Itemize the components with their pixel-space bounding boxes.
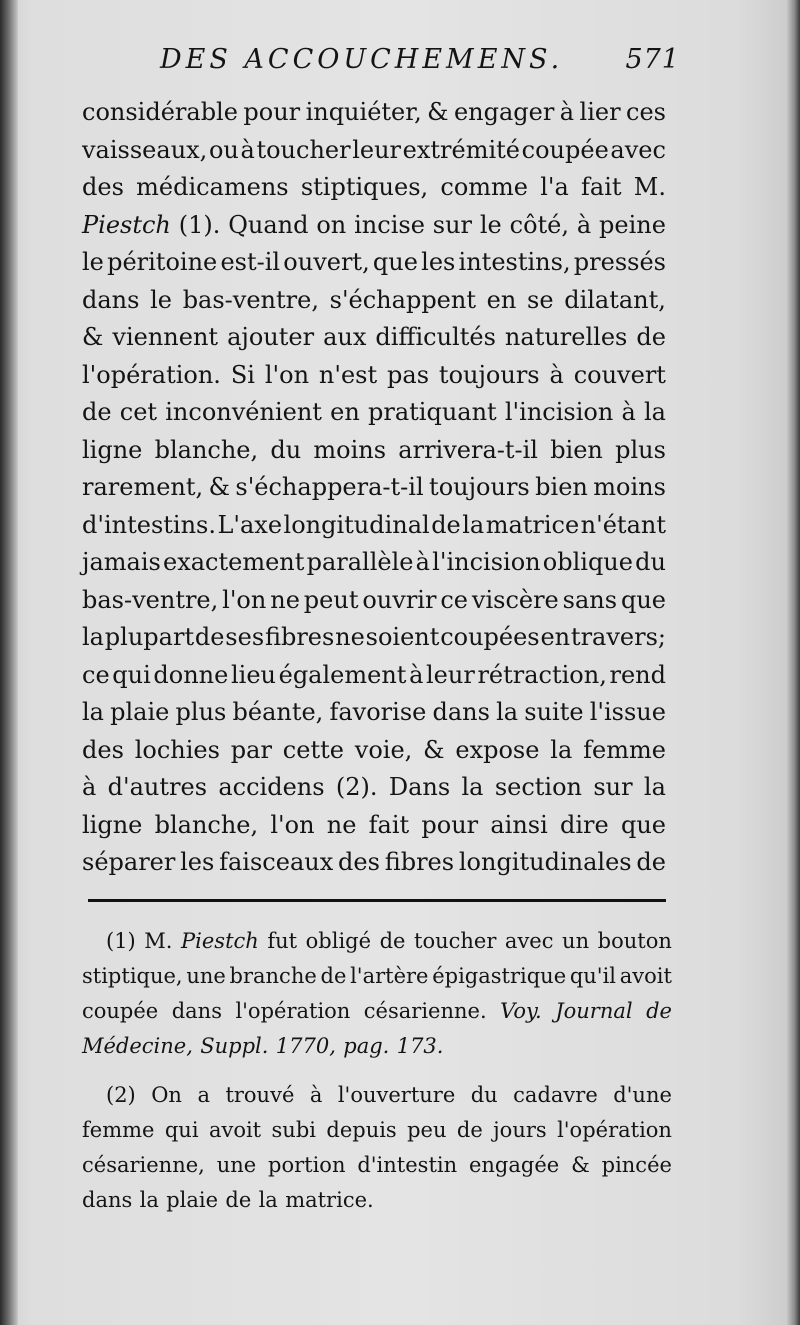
body-line: jamais exactement parallèle à l'incision oblique du: [82, 548, 666, 576]
body-line: Piestch (1). Quand on incise sur le côté, à peine: [82, 210, 666, 239]
body-line: des médicamens stiptiques, comme l'a fait M.: [82, 173, 666, 201]
footnote-1-line: stiptique, une branche de l'artère épigastrique qu'il avoit: [82, 964, 672, 988]
page-number: 571: [625, 44, 680, 75]
body-line: à d'autres accidens (2). Dans la section sur la: [82, 773, 666, 801]
body-line: la plaie plus béante, favorise dans la suite l'issue: [82, 698, 666, 726]
body-text: [82, 94, 666, 882]
body-line: ce qui donne lieu également à leur rétraction, rend: [82, 660, 666, 689]
body-line: ligne blanche, l'on ne fait pour ainsi dire que: [82, 810, 666, 839]
body-line: de cet inconvénient en pratiquant l'incision à la: [82, 398, 666, 426]
body-line: ligne blanche, du moins arrivera-t-il bien plus: [82, 435, 666, 464]
footnote-1-line: Médecine, Suppl. 1770, pag. 173.: [82, 1034, 444, 1058]
body-line: dans le bas-ventre, s'échappent en se dilatant,: [82, 285, 666, 314]
body-line: vaisseaux, ou à toucher leur extrémité coupée avec: [82, 135, 666, 164]
body-line: des lochies par cette voie, & expose la femme: [82, 735, 666, 764]
footnote-2-line: césarienne, une portion d'intestin engagée & pincée: [82, 1153, 672, 1177]
body-line: l'opération. Si l'on n'est pas toujours à couvert: [82, 360, 666, 389]
body-line: bas-ventre, l'on ne peut ouvrir ce viscère sans que: [82, 585, 666, 614]
body-line: considérable pour inquiéter, & engager à lier ces: [82, 98, 666, 126]
footnote-2-line: (2) On a trouvé à l'ouverture du cadavre d'une: [106, 1083, 672, 1107]
footnote-1-line: (1) M. Piestch fut obligé de toucher avec un bouton: [106, 929, 672, 953]
body-line: d'intestins. L'axe longitudinal de la matrice n'étant: [82, 510, 666, 539]
body-line: & viennent ajouter aux difficultés naturelles de: [82, 323, 666, 351]
running-title: DES ACCOUCHEMENS.: [160, 44, 564, 75]
footnote-divider: [88, 899, 666, 902]
body-line: le péritoine est-il ouvert, que les intestins, pressés: [82, 248, 666, 276]
footnote-1-line: coupée dans l'opération césarienne. Voy. Journal de: [82, 999, 672, 1023]
body-line: rarement, & s'échappera-t-il toujours bien moins: [82, 473, 666, 501]
footnote-2-line: femme qui avoit subi depuis peu de jours l'opération: [82, 1118, 672, 1142]
body-line: séparer les faisceaux des fibres longitudinales de: [82, 848, 666, 876]
body-line: la plupart de ses fibres ne soient coupées en travers;: [82, 623, 666, 651]
running-header: [160, 44, 680, 90]
footnote-2-line: dans la plaie de la matrice.: [82, 1188, 374, 1212]
footnotes: [82, 924, 672, 1218]
